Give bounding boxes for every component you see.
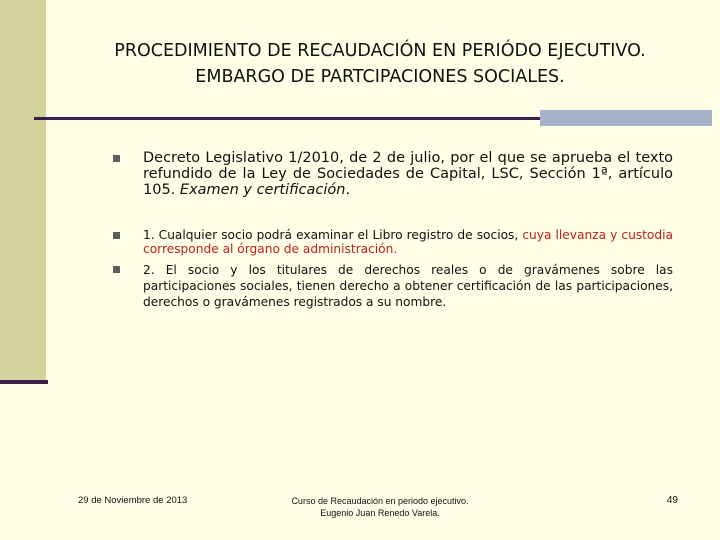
footer-course-line-2: Eugenio Juan Renedo Varela. — [320, 508, 440, 518]
footer-course — [260, 495, 500, 519]
title-line-1: PROCEDIMIENTO DE RECAUDACIÓN EN PERIÓDO EJECUTIVO. — [114, 41, 646, 61]
bullet-text: 2. El socio y los titulares de derechos reales o de gravámenes sobre las participaciones sociales, tienen derecho a obtener certificación de las participaciones, derechos o gravámenes registrados a su nombre. — [143, 263, 673, 309]
bullet-text-main: Decreto Legislativo 1/2010, de 2 de julio, por el que se aprueba el texto refundido de la Ley de Sociedades de Capital, LSC, Sección 1ª, artículo 105. — [143, 150, 673, 198]
left-bar-underline — [0, 380, 48, 384]
title-divider — [34, 117, 540, 120]
square-bullet-icon — [113, 232, 120, 239]
slide-title — [60, 38, 700, 90]
bullet-text-trailing: . — [345, 182, 351, 198]
left-decorative-bar — [0, 0, 46, 382]
bullet-text — [143, 150, 673, 198]
footer-date: 29 de Noviembre de 2013 — [78, 495, 188, 506]
title-divider-accent — [540, 110, 712, 126]
page-number: 49 — [666, 495, 678, 506]
bullet-text — [143, 228, 673, 256]
bullet-text-main: 1. Cualquier socio podrá examinar el Libro registro de socios, — [143, 228, 523, 242]
bullet-text-highlight: cuya llevanza y custodia corresponde al órgano de administración. — [143, 228, 673, 256]
square-bullet-icon — [113, 266, 120, 273]
title-line-2: EMBARGO DE PARTCIPACIONES SOCIALES. — [195, 67, 565, 87]
footer-course-line-1: Curso de Recaudación en periodo ejecutivo. — [291, 496, 469, 506]
bullet-text-emphasis: Examen y certificación — [179, 182, 346, 198]
square-bullet-icon — [113, 155, 120, 162]
